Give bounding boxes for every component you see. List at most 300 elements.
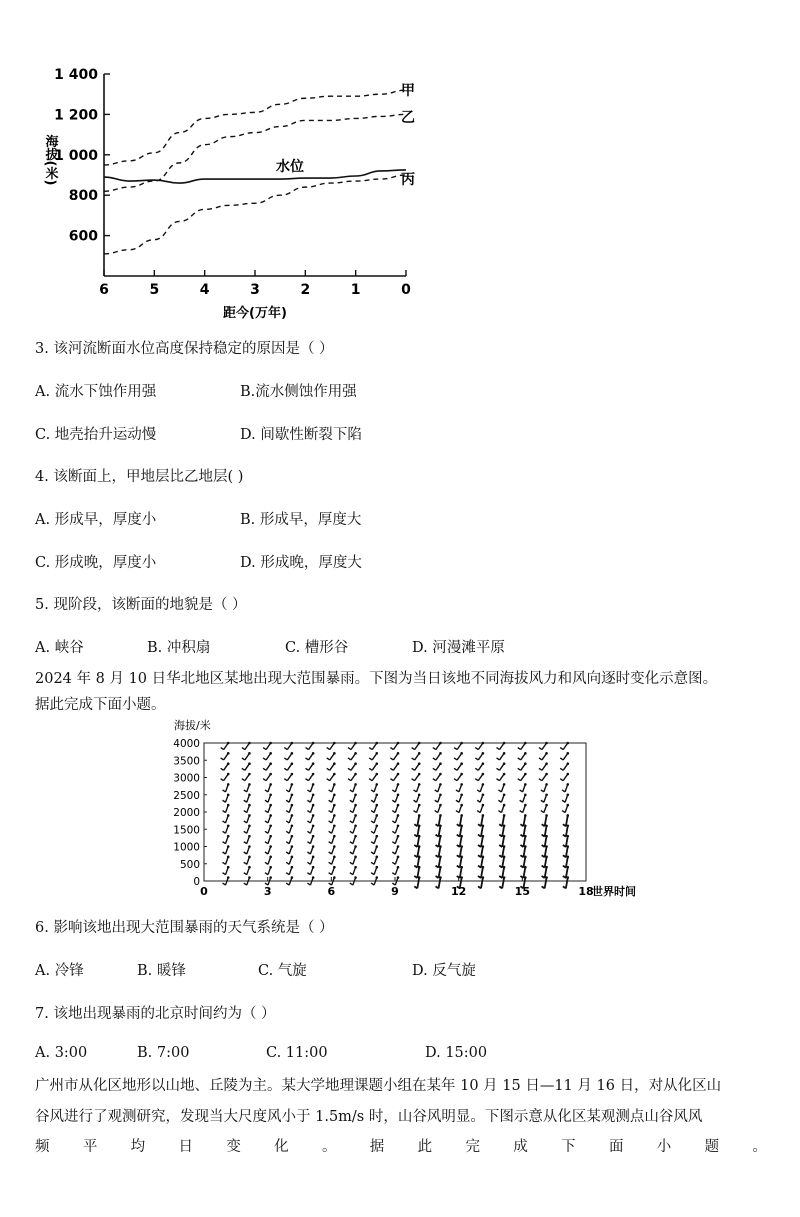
wind-barb-head: [524, 876, 527, 879]
wind-barb: [499, 815, 504, 826]
wind-barb-head: [545, 866, 548, 869]
wind-barb: [520, 784, 526, 792]
wind-barb-head: [397, 856, 400, 859]
chart2-xtick-label: 18: [578, 885, 594, 898]
wind-barb: [327, 743, 335, 750]
wind-barb-head: [227, 752, 230, 755]
chart1-xlabel: 距今(万年): [223, 306, 287, 321]
wind-barb: [457, 867, 462, 878]
wind-barb: [286, 867, 292, 875]
wind-barb-head: [354, 876, 357, 879]
wind-barb-head: [248, 762, 251, 765]
wind-barb-head: [460, 773, 463, 776]
wind-barb-head: [291, 773, 294, 776]
wind-barb-head: [375, 773, 378, 776]
chart2-ytick-label: 3000: [173, 772, 200, 785]
wind-barb: [478, 826, 483, 837]
chart2-xtick-label: 0: [200, 885, 208, 898]
wind-barb: [499, 857, 504, 868]
wind-barb-head: [397, 814, 400, 817]
wind-barb-head: [312, 804, 315, 807]
wind-barb-head: [248, 783, 251, 786]
wind-barb-head: [312, 773, 315, 776]
wind-barb-head: [545, 783, 548, 786]
wind-barb: [497, 774, 505, 781]
wind-barb-head: [418, 876, 421, 879]
wind-barb: [223, 836, 229, 844]
wind-barb: [327, 764, 335, 771]
wind-barb: [350, 836, 356, 844]
wind-barb: [307, 784, 313, 792]
q7-option-b: B. 7:00: [137, 1045, 190, 1061]
wind-barb-head: [418, 804, 421, 807]
passage-2-line-3-char: 均: [130, 1139, 146, 1155]
wind-barb: [265, 815, 271, 823]
wind-barb: [497, 764, 505, 771]
chart1-xtick-label: 4: [199, 282, 210, 298]
wind-barb: [286, 847, 292, 855]
wind-barb-head: [333, 752, 336, 755]
wind-barb-head: [482, 783, 485, 786]
wind-barb: [306, 774, 314, 781]
wind-barb-head: [439, 783, 442, 786]
q6-option-a: A. 冷锋: [35, 963, 84, 979]
wind-barb-head: [291, 866, 294, 869]
wind-barb-head: [333, 762, 336, 765]
wind-barb-head: [482, 814, 485, 817]
wind-barb: [265, 784, 271, 792]
wind-barb-head: [397, 773, 400, 776]
wind-barb-head: [460, 804, 463, 807]
wind-barb-head: [566, 762, 569, 765]
wind-barb-head: [524, 866, 527, 869]
wind-barb: [244, 784, 250, 792]
wind-barb-head: [375, 876, 378, 879]
wind-barb: [436, 836, 441, 847]
wind-barb-head: [524, 845, 527, 848]
wind-barb: [329, 795, 335, 803]
wind-barb: [329, 867, 335, 875]
wind-barb: [306, 743, 314, 750]
chart2-ylabel: 海拔/米: [174, 719, 211, 732]
wind-barb-head: [312, 825, 315, 828]
wind-barb-head: [269, 825, 272, 828]
passage-2-line-3-char: 据: [369, 1139, 385, 1155]
wind-barb: [265, 867, 271, 875]
passage-2-line-1: 广州市从化区地形以山地、丘陵为主。某大学地理课题小组在某年 10 月 15 日—11 月 16 日，对从化区山: [35, 1078, 722, 1094]
wind-barb: [371, 847, 377, 855]
wind-barb: [221, 774, 229, 781]
wind-barb-head: [439, 773, 442, 776]
wind-barb-head: [312, 783, 315, 786]
passage-2-line-3-char: 。: [321, 1139, 337, 1155]
wind-barb-head: [566, 773, 569, 776]
wind-barb-head: [333, 845, 336, 848]
wind-barb: [307, 795, 313, 803]
wind-barb-head: [354, 773, 357, 776]
wind-barb: [265, 795, 271, 803]
wind-barb-head: [312, 752, 315, 755]
wind-barb: [371, 857, 377, 865]
wind-barb-head: [482, 773, 485, 776]
wind-barb: [539, 774, 547, 781]
wind-barb: [392, 857, 398, 865]
wind-barb-head: [460, 742, 463, 745]
wind-barb-head: [524, 773, 527, 776]
passage-2-line-3-char: 化: [274, 1139, 289, 1155]
wind-barb: [350, 857, 356, 865]
wind-barb: [478, 857, 483, 868]
chart2-ytick-label: 500: [179, 858, 200, 871]
wind-barb: [412, 743, 420, 750]
wind-barb: [307, 815, 313, 823]
wind-barb-head: [354, 762, 357, 765]
wind-barb: [371, 805, 377, 813]
series-jia: [104, 90, 406, 165]
wind-barb-head: [227, 762, 230, 765]
wind-barb: [244, 836, 250, 844]
q6-option-d: D. 反气旋: [412, 963, 476, 979]
wind-barb: [348, 764, 356, 771]
wind-barb-head: [439, 876, 442, 879]
label-jia: 甲: [401, 83, 415, 99]
q4-option-b: B. 形成早，厚度大: [240, 512, 362, 528]
wind-barb-head: [503, 876, 506, 879]
q7-option-c: C. 11:00: [266, 1045, 328, 1061]
chart1-xtick-label: 5: [149, 282, 160, 298]
wind-barb-head: [248, 804, 251, 807]
wind-barb: [563, 878, 568, 889]
wind-barb-head: [269, 856, 272, 859]
wind-barb: [306, 753, 314, 760]
passage-2-line-2: 谷风进行了观测研究，发现当大尺度风小于 1.5m/s 时，山谷风明显。下图示意从化区某观测点山谷风风: [35, 1109, 703, 1125]
wind-barb: [223, 784, 229, 792]
wind-barb-head: [397, 783, 400, 786]
wind-barb: [392, 784, 398, 792]
wind-barb-head: [545, 752, 548, 755]
wind-barb: [306, 764, 314, 771]
wind-barb-head: [566, 814, 569, 817]
wind-barb: [478, 815, 483, 826]
wind-barb-head: [269, 845, 272, 848]
wind-barb: [221, 764, 229, 771]
wind-barb-head: [545, 825, 548, 828]
wind-barb: [223, 847, 229, 855]
wind-barb: [223, 826, 229, 834]
wind-barb: [497, 753, 505, 760]
wind-barb: [520, 795, 526, 803]
wind-barb: [265, 836, 271, 844]
wind-barb-head: [566, 742, 569, 745]
q5-option-a: A. 峡谷: [35, 640, 84, 656]
wind-barb: [265, 805, 271, 813]
wind-barb: [436, 878, 441, 889]
wind-barb: [371, 826, 377, 834]
passage-1-line-1: 2024 年 8 月 10 日华北地区某地出现大范围暴雨。下图为当日该地不同海拔风力和风向逐时变化示意图。: [35, 671, 718, 687]
wind-barb-head: [333, 856, 336, 859]
chart2-ytick-label: 2500: [173, 789, 200, 802]
wind-barb: [390, 743, 398, 750]
wind-barb-head: [269, 804, 272, 807]
wind-barb: [244, 826, 250, 834]
wind-barb: [457, 836, 462, 847]
wind-barb-head: [248, 845, 251, 848]
wind-barb-head: [439, 825, 442, 828]
wind-barb: [499, 836, 504, 847]
wind-barb: [454, 743, 462, 750]
chart1-ytick-label: 1 400: [54, 67, 98, 83]
wind-barb-head: [460, 845, 463, 848]
wind-barb: [412, 774, 420, 781]
wind-barb-head: [460, 814, 463, 817]
wind-barb-head: [248, 856, 251, 859]
wind-barb-head: [439, 793, 442, 796]
chart2-xtick-label: 12: [451, 885, 467, 898]
wind-barb-head: [312, 835, 315, 838]
wind-barb-head: [566, 835, 569, 838]
wind-barb-head: [545, 835, 548, 838]
wind-barb: [242, 774, 250, 781]
wind-barb: [414, 847, 419, 858]
wind-barb-head: [418, 835, 421, 838]
wind-barb: [520, 867, 525, 878]
wind-barb: [348, 774, 356, 781]
wind-barb-head: [524, 742, 527, 745]
series-bing: [104, 175, 406, 254]
wind-barb-head: [397, 845, 400, 848]
wind-barb: [456, 805, 462, 813]
wind-barb-head: [397, 825, 400, 828]
wind-barb: [350, 784, 356, 792]
chart2-ytick-label: 1500: [173, 824, 200, 837]
wind-barb: [542, 867, 547, 878]
wind-barb-head: [375, 866, 378, 869]
wind-barb-head: [482, 866, 485, 869]
wind-barb: [392, 836, 398, 844]
wind-barb: [350, 867, 356, 875]
chart1-ytick-label: 800: [68, 188, 98, 205]
wind-barb: [350, 805, 356, 813]
wind-barb-head: [291, 742, 294, 745]
wind-barb: [327, 774, 335, 781]
wind-barb: [284, 774, 292, 781]
wind-barb-head: [566, 825, 569, 828]
wind-barb: [414, 867, 419, 878]
passage-2-line-3-char: 日: [178, 1139, 193, 1155]
wind-barb: [350, 815, 356, 823]
passage-2-line-3-char: 下: [561, 1139, 576, 1155]
wind-barb-head: [482, 835, 485, 838]
wind-barb-head: [312, 856, 315, 859]
wind-barb: [518, 743, 526, 750]
wind-barb-head: [482, 752, 485, 755]
chart1-xtick-label: 3: [250, 282, 260, 298]
wind-barb-head: [397, 742, 400, 745]
q3-option-a: A. 流水下蚀作用强: [35, 384, 157, 400]
wind-barb-head: [269, 762, 272, 765]
wind-barb-head: [503, 856, 506, 859]
wind-barb-head: [566, 845, 569, 848]
q7-option-d: D. 15:00: [425, 1045, 488, 1061]
wind-barb-head: [503, 814, 506, 817]
wind-barb-head: [227, 783, 230, 786]
wind-barb-head: [503, 752, 506, 755]
wind-barb-head: [460, 866, 463, 869]
wind-barb: [542, 878, 547, 889]
chart2-ytick-label: 1000: [173, 841, 200, 854]
wind-barb-head: [312, 762, 315, 765]
wind-barb: [392, 805, 398, 813]
wind-barb-head: [354, 783, 357, 786]
elevation-chart: [30, 60, 430, 325]
wind-barb: [520, 826, 525, 837]
wind-barb-head: [545, 773, 548, 776]
question-3-stem: 3. 该河流断面水位高度保持稳定的原因是（ ）: [35, 341, 334, 357]
chart2-xtick-label: 3: [263, 885, 272, 898]
wind-barb: [436, 815, 441, 826]
wind-barb: [475, 743, 483, 750]
wind-barb-head: [545, 876, 548, 879]
wind-barb-head: [566, 793, 569, 796]
wind-barb-head: [248, 814, 251, 817]
wind-barb: [242, 753, 250, 760]
wind-barb: [286, 826, 292, 834]
wind-barb-head: [439, 835, 442, 838]
wind-barb-head: [291, 856, 294, 859]
wind-barb-head: [269, 773, 272, 776]
wind-barb: [390, 753, 398, 760]
wind-barb-head: [269, 783, 272, 786]
wind-barb-head: [269, 814, 272, 817]
wind-barb-head: [375, 814, 378, 817]
wind-barb: [563, 857, 568, 868]
wind-barb-head: [354, 804, 357, 807]
wind-barb-head: [418, 845, 421, 848]
wind-barb: [329, 836, 335, 844]
wind-barb: [562, 805, 568, 813]
wind-barb-head: [503, 845, 506, 848]
q6-option-b: B. 暖锋: [137, 963, 186, 979]
wind-barb: [539, 764, 547, 771]
wind-barb: [284, 743, 292, 750]
question-5-stem: 5. 现阶段，该断面的地貌是（ ）: [35, 597, 247, 613]
chart2-xtick-label: 9: [391, 885, 399, 898]
wind-barb: [542, 826, 547, 837]
wind-barb: [498, 784, 504, 792]
wind-barb: [499, 867, 504, 878]
wind-barb-head: [460, 825, 463, 828]
wind-barb-head: [460, 752, 463, 755]
wind-barb: [457, 878, 462, 889]
wind-barb: [433, 764, 441, 771]
passage-2-line-3-char: 题: [704, 1139, 720, 1155]
wind-barb: [327, 753, 335, 760]
wind-barb-head: [439, 866, 442, 869]
wind-barb: [539, 743, 547, 750]
wind-barb-head: [545, 742, 548, 745]
wind-barb-head: [375, 783, 378, 786]
label-water: 水位: [276, 159, 304, 175]
wind-barb: [457, 815, 462, 826]
wind-barb: [392, 815, 398, 823]
wind-barb-head: [333, 804, 336, 807]
wind-barb: [371, 795, 377, 803]
wind-barb: [286, 784, 292, 792]
wind-barb-head: [375, 742, 378, 745]
wind-barb: [329, 826, 335, 834]
wind-barb: [307, 826, 313, 834]
wind-barb-head: [503, 835, 506, 838]
wind-barb: [477, 784, 483, 792]
wind-barb: [457, 826, 462, 837]
wind-barb-head: [545, 804, 548, 807]
wind-barb: [263, 764, 271, 771]
wind-barb: [392, 795, 398, 803]
wind-barb: [499, 826, 504, 837]
wind-barb-head: [566, 856, 569, 859]
wind-barb: [244, 805, 250, 813]
wind-barb: [263, 743, 271, 750]
label-bing: 丙: [401, 172, 415, 188]
wind-barb-head: [354, 856, 357, 859]
wind-barb: [390, 774, 398, 781]
chart1-xtick-label: 0: [401, 282, 411, 298]
wind-barb: [478, 847, 483, 858]
wind-barb: [414, 784, 420, 792]
wind-barb: [369, 764, 377, 771]
wind-barb: [541, 784, 547, 792]
wind-barb-head: [227, 814, 230, 817]
q3-option-b: B.流水侧蚀作用强: [240, 384, 357, 400]
passage-2-line-3-char: 成: [513, 1139, 528, 1155]
wind-barb-head: [524, 835, 527, 838]
passage-2-line-3-char: 此: [417, 1139, 433, 1155]
wind-barb-head: [545, 814, 548, 817]
wind-barb: [348, 753, 356, 760]
q7-option-a: A. 3:00: [35, 1045, 88, 1061]
wind-barb-head: [566, 866, 569, 869]
wind-barb: [221, 743, 229, 750]
wind-barb-head: [418, 825, 421, 828]
wind-barb: [307, 836, 313, 844]
wind-barb: [329, 857, 335, 865]
wind-barb: [478, 878, 483, 889]
wind-barb: [542, 857, 547, 868]
passage-2-line-3-char: 。: [752, 1139, 767, 1155]
wind-barb-head: [566, 804, 569, 807]
wind-barb-head: [269, 742, 272, 745]
wind-barb-head: [439, 856, 442, 859]
wind-barb-head: [375, 804, 378, 807]
wind-barb-head: [418, 742, 421, 745]
wind-barb-head: [482, 742, 485, 745]
wind-barb-head: [248, 876, 251, 879]
wind-barb-head: [439, 804, 442, 807]
wind-barb: [414, 878, 419, 889]
passage-2-line-3-char: 平: [82, 1139, 98, 1155]
passage-1-line-2: 据此完成下面小题。: [35, 697, 166, 713]
wind-barb-head: [227, 835, 230, 838]
wind-barb-head: [482, 856, 485, 859]
wind-barb-head: [503, 804, 506, 807]
wind-barb: [392, 847, 398, 855]
q6-option-c: C. 气旋: [258, 963, 307, 979]
wind-barb-head: [333, 876, 336, 879]
wind-barb-head: [439, 814, 442, 817]
q3-option-d: D. 间歇性断裂下陷: [240, 427, 362, 443]
wind-barb-head: [460, 793, 463, 796]
wind-barb-head: [333, 783, 336, 786]
